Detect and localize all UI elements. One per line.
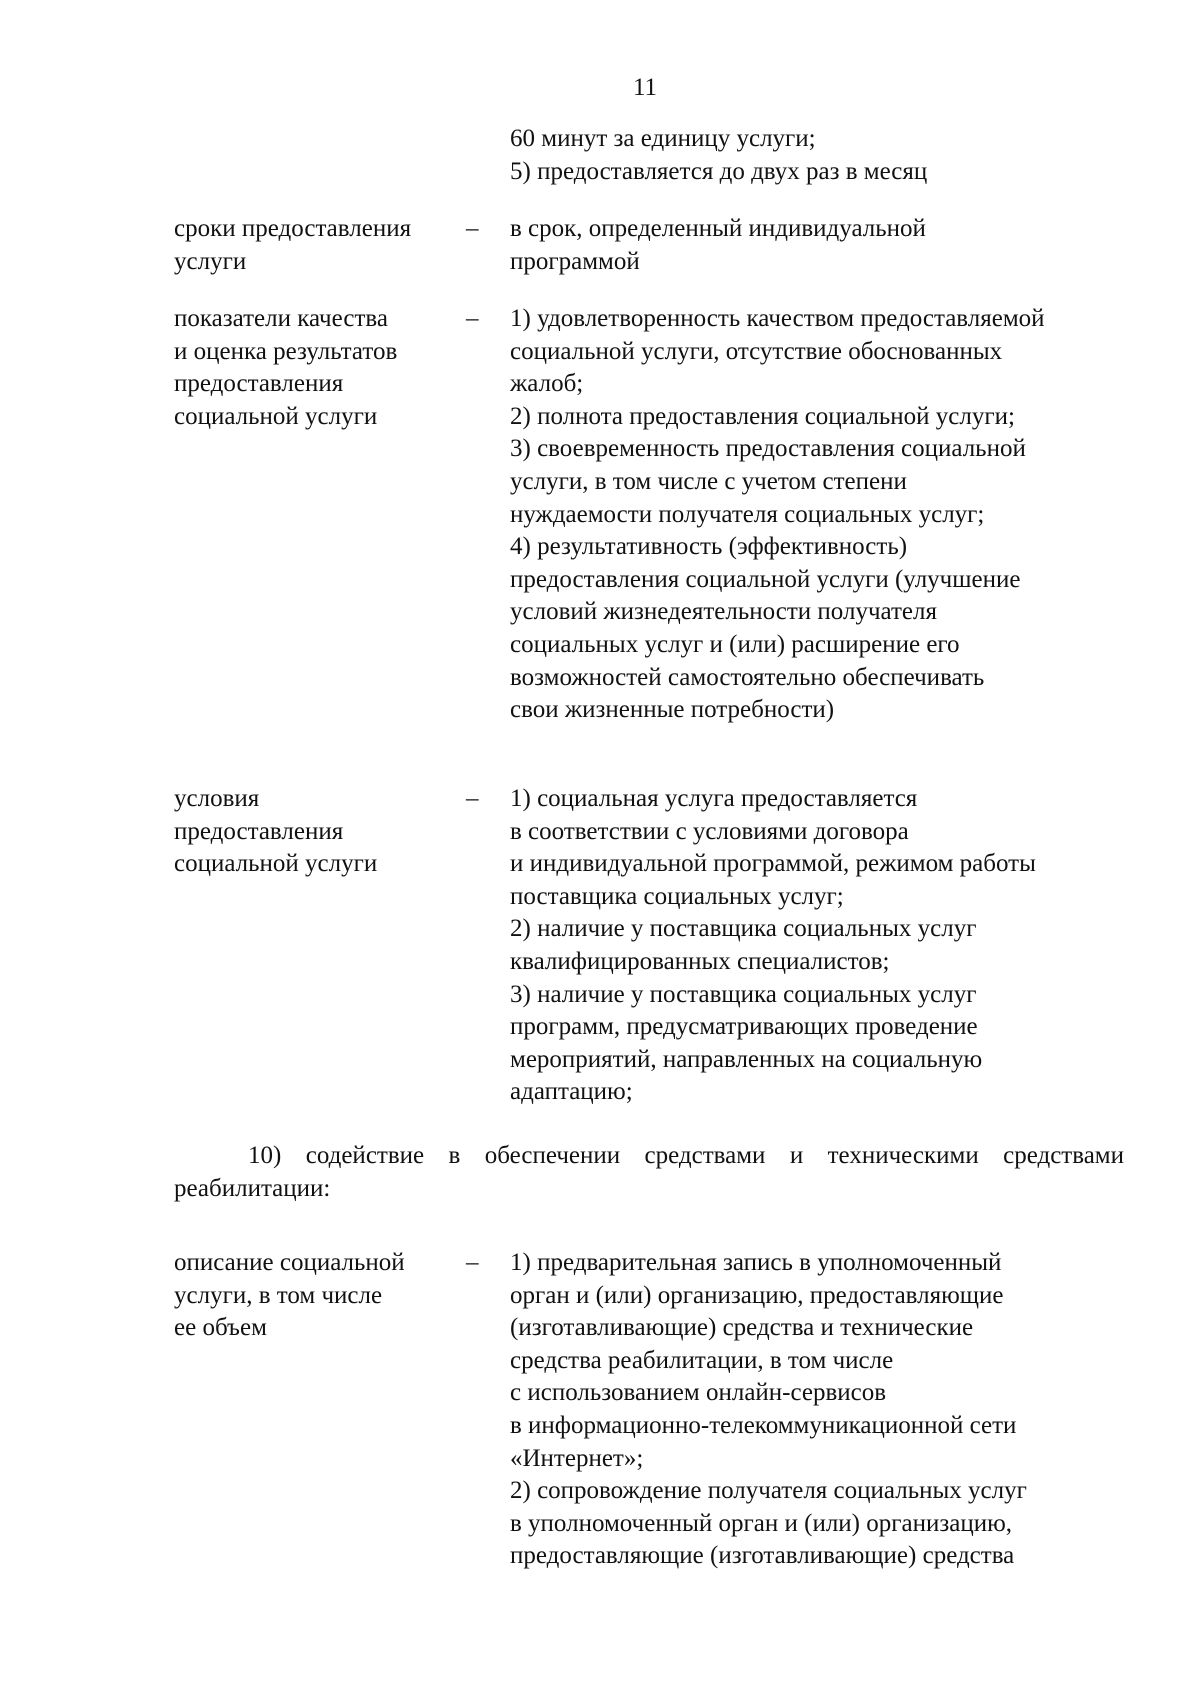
section-heading-line-1: 10) содействие в обеспечении средствами и техническими средствами [248,1142,1124,1169]
section-heading-line-2: реабилитации: [174,1174,331,1202]
row-value: 1) социальная услуга предоставляется в соответствии с условиями договора и индивидуальной программой, режимом работы поставщика социальных услуг; 2) наличие у поставщика социальных услуг квалифицированных специалистов; 3) наличие у поставщика социальных услуг программ, предусматривающих проведение мероприятий, направленных на социальную адаптацию; [510,785,1036,1106]
row-label: условия предоставления социальной услуги [174,785,378,878]
row-label: показатели качества и оценка результатов предоставления социальной услуги [174,305,398,430]
row-dash: – [466,215,479,242]
service-terms-row [174,213,1124,278]
text-line: 60 минут за единицу услуги; [510,125,816,152]
continuation-text [510,123,1124,188]
row-dash: – [466,305,479,332]
continuation-block [174,123,1124,188]
text-line: 5) предоставляется до двух раз в месяц [510,157,928,185]
row-dash: – [466,785,479,812]
row-dash: – [466,1249,479,1276]
row-label: описание социальной услуги, в том числе ее объем [174,1249,405,1342]
row-label: сроки предоставления услуги [174,215,412,275]
quality-indicators-row [174,303,1124,727]
service-description-row [174,1247,1124,1573]
section-heading [174,1140,1124,1205]
page-number: 11 [632,74,658,101]
row-value: в срок, определенный индивидуальной программой [510,215,926,275]
service-conditions-row [174,783,1124,1109]
row-value: 1) предварительная запись в уполномоченный орган и (или) организацию, предоставляющие (изготавливающие) средства и технические средства реабилитации, в том числе с использованием онлайн-сервисов в информационно-телекоммуникационной сети «Интернет»; 2) сопровождение получателя социальных услуг в уполномоченный орган и (или) организацию, предоставляющие (изготавливающие) средства [510,1249,1027,1570]
row-value: 1) удовлетворенность качеством предоставляемой социальной услуги, отсутствие обоснованных жалоб; 2) полнота предоставления социальной услуги; 3) своевременность предоставления социальной услуги, в том числе с учетом степени нуждаемости получателя социальных услуг; 4) результативность (эффективность) предоставления социальной услуги (улучшение условий жизнедеятельности получателя социальных услуг и (или) расширение его возможностей самостоятельно обеспечивать свои жизненные потребности) [510,305,1045,724]
